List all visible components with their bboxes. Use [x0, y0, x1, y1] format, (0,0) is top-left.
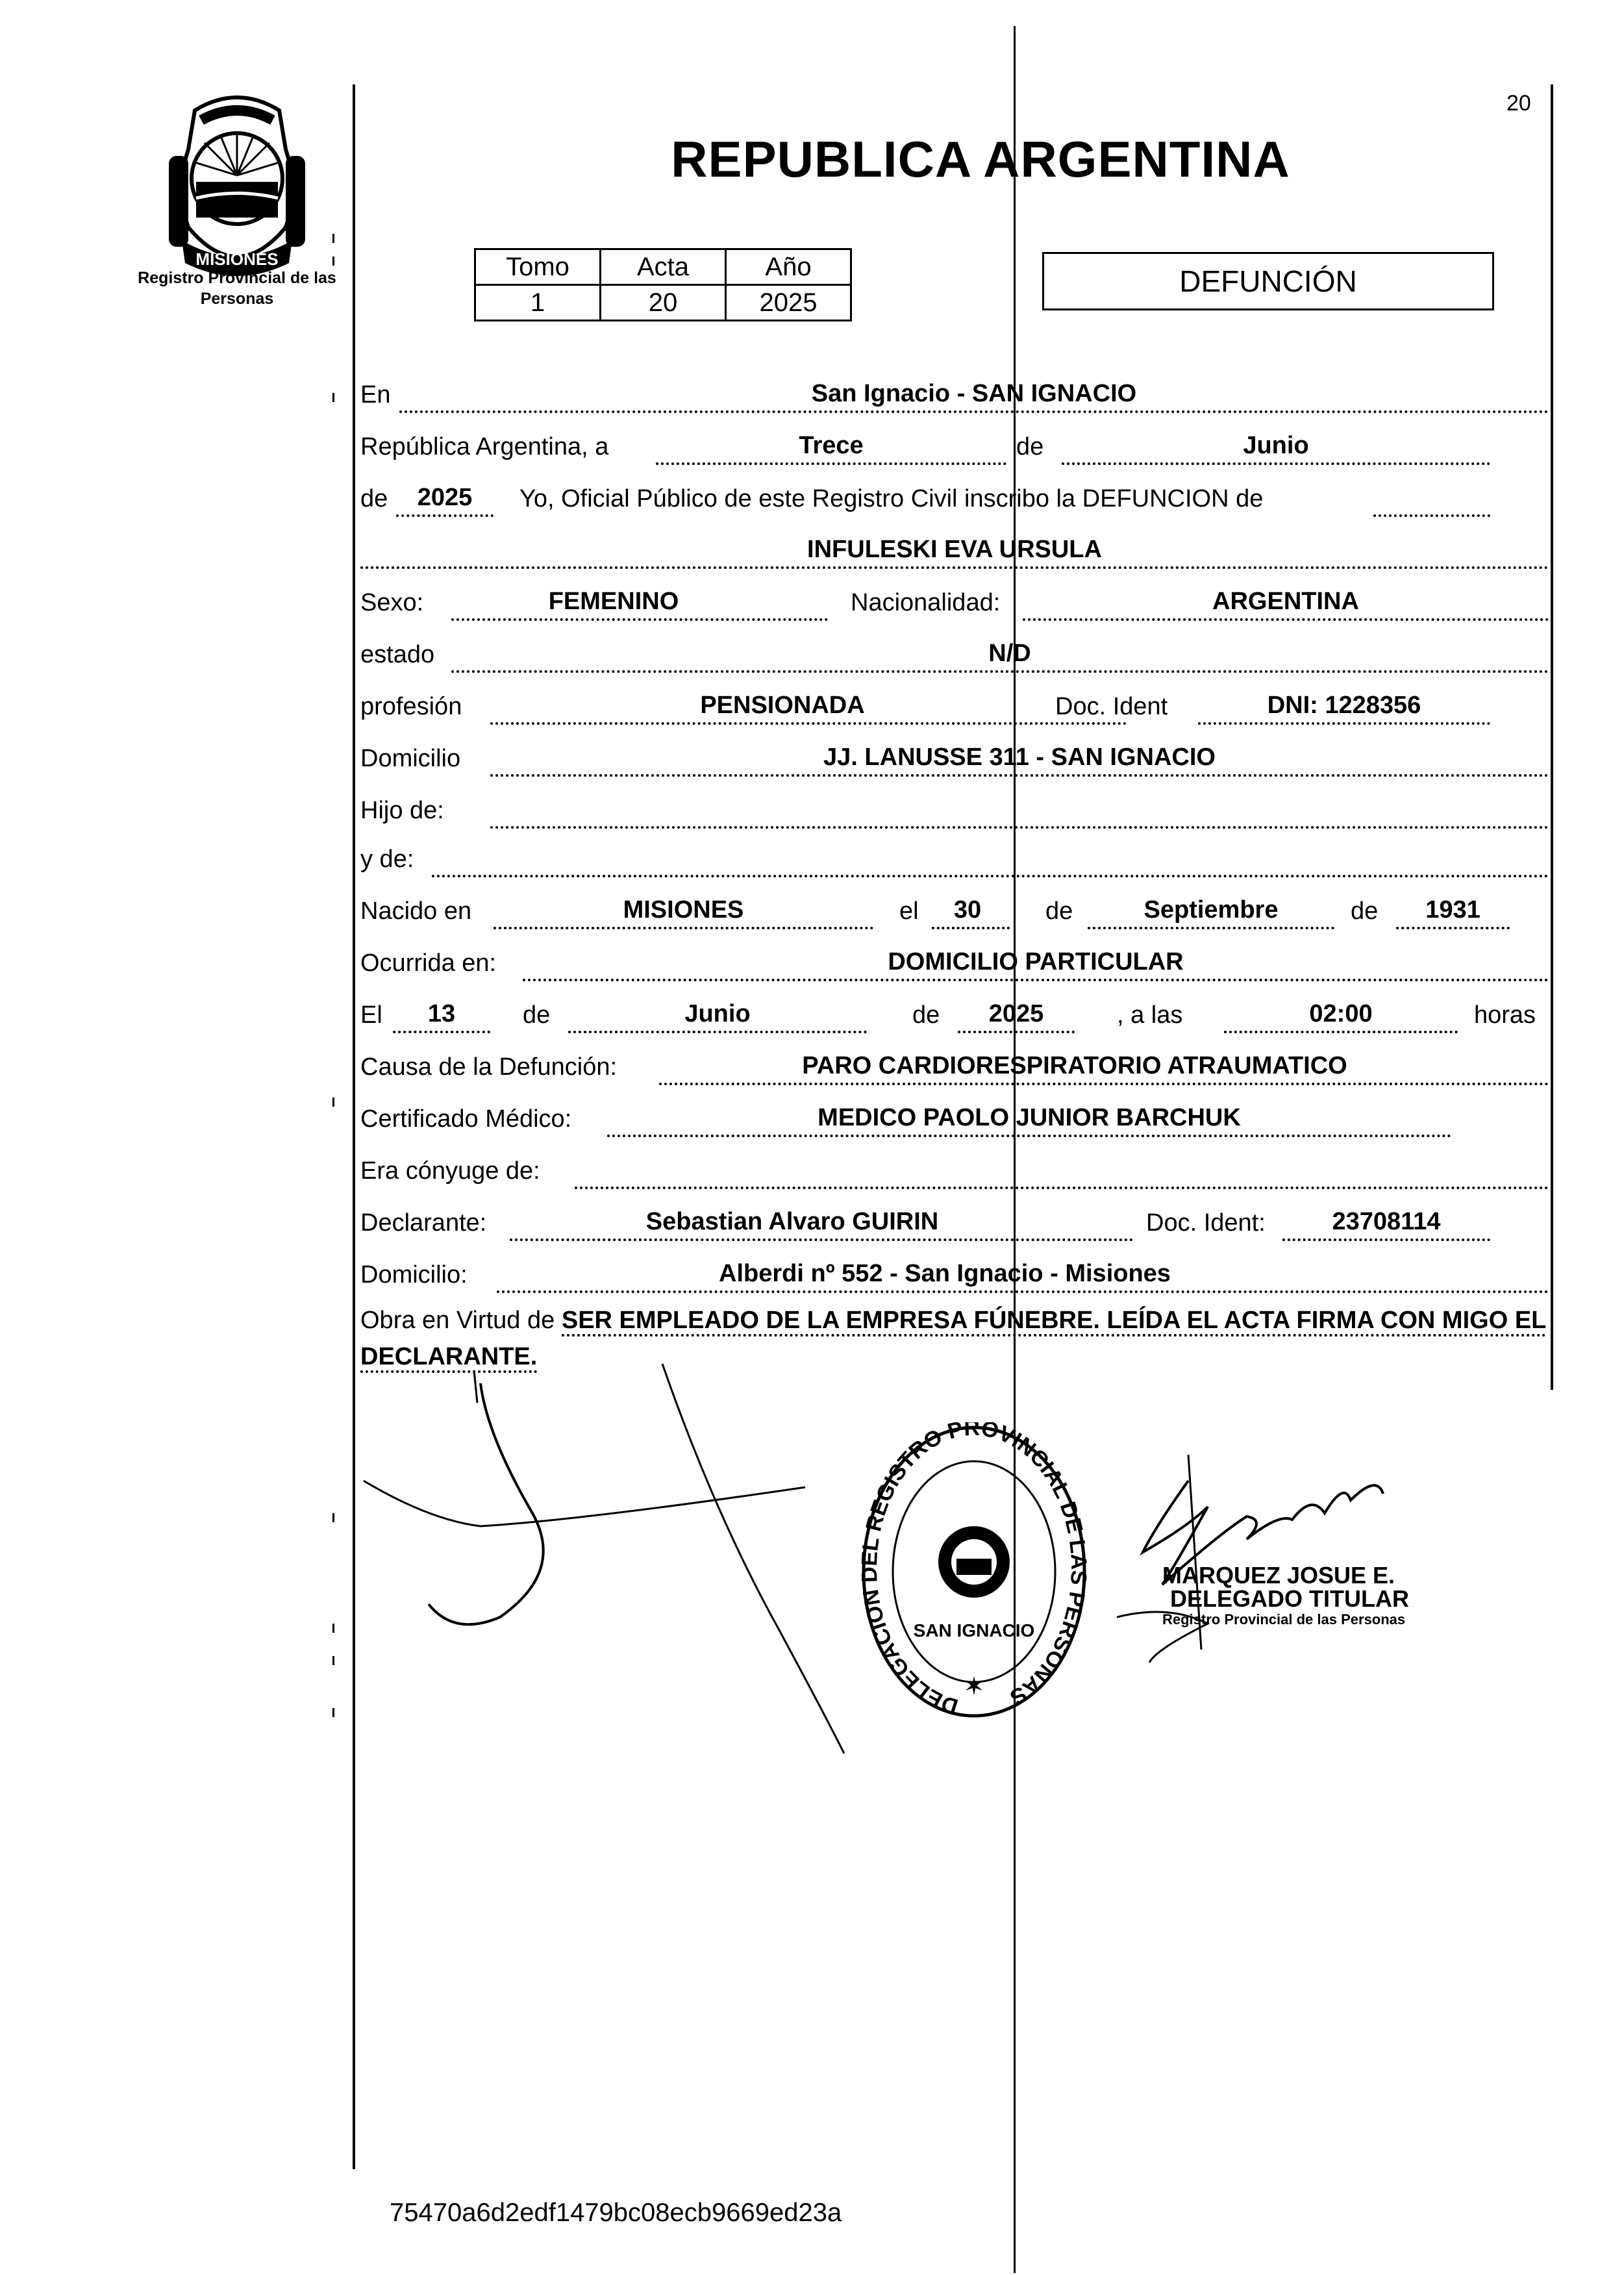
margin-dot [332, 1656, 334, 1665]
provincia-misiones-logo [156, 91, 318, 286]
nacido-value: MISIONES [623, 896, 744, 924]
yde-label: y de: [360, 846, 414, 873]
nac-de-label-2: de [1351, 898, 1379, 925]
official-role: DELEGADO TITULAR [1170, 1585, 1409, 1612]
svg-text:MISIONES: MISIONES [195, 249, 279, 269]
mes-value: Junio [1243, 432, 1309, 459]
document-hash: 75470a6d2edf1479bc08ecb9669ed23a [390, 2198, 842, 2227]
horas-label: horas [1474, 1001, 1536, 1029]
page-number: 20 [1506, 91, 1531, 116]
hijo-field-line [490, 792, 1549, 829]
f-mes-value: Junio [684, 1000, 751, 1027]
doc-value: DNI: 1228356 [1267, 692, 1421, 719]
republica-label: República Argentina, a [360, 433, 609, 460]
f-dia-value: 13 [427, 1000, 456, 1027]
declarant-signature [351, 1357, 870, 1786]
conyuge-label: Era cónyuge de: [360, 1157, 540, 1185]
certificado-value: MEDICO PAOLO JUNIOR BARCHUK [818, 1104, 1241, 1131]
fold-line [1014, 26, 1016, 2273]
f-de-label: de [523, 1001, 551, 1029]
nac-anio-value: 1931 [1425, 896, 1480, 924]
tomo-value: 1 [475, 285, 601, 321]
seal-ring-text: DELEGACION L REGISTRO PROVINCIAL DE PERSONAS [860, 1422, 1088, 1719]
row-en [360, 377, 1549, 416]
decl-doc-label: Doc. Ident: [1146, 1209, 1266, 1237]
row-ocurrida [360, 945, 1549, 984]
domicilio-label: Domicilio [360, 745, 461, 772]
anio-value: 2025 [417, 484, 473, 511]
decl-dom-value: Alberdi nº 552 - San Ignacio - Misiones [719, 1260, 1171, 1287]
nac-mes-value: Septiembre [1143, 896, 1279, 924]
f-de-label-2: de [912, 1001, 940, 1029]
obra-label: Obra en Virtud de [360, 1307, 555, 1334]
registry-seal [860, 1422, 1088, 1721]
estado-label: estado [360, 641, 435, 668]
nacido-label: Nacido en [360, 898, 472, 925]
record-table [474, 248, 852, 321]
row-anio [360, 481, 1549, 520]
official-name: MARQUEZ JOSUE E. [1162, 1562, 1395, 1589]
document-title: REPUBLICA ARGENTINA [671, 131, 1290, 188]
yo-field-line [1373, 481, 1490, 517]
row-sexo [360, 584, 1549, 623]
profesion-value: PENSIONADA [700, 692, 865, 719]
de-label-2: de [360, 485, 388, 512]
anio-header: Año [726, 249, 851, 285]
row-conyuge [360, 1153, 1549, 1192]
official-stamp [1162, 1564, 1409, 1629]
row-fecha-defuncion [360, 997, 1549, 1036]
declarante-label: Declarante: [360, 1209, 487, 1237]
conyuge-field-line [575, 1153, 1549, 1189]
en-label: En [360, 381, 391, 408]
profesion-label: profesión [360, 693, 462, 720]
estado-value: N/D [988, 640, 1031, 667]
margin-dot [332, 1624, 334, 1633]
domicilio-value: JJ. LANUSSE 311 - SAN IGNACIO [823, 744, 1216, 771]
row-causa [360, 1049, 1549, 1088]
row-nacido [360, 893, 1549, 932]
acta-value: 20 [601, 285, 726, 321]
right-margin-line [1551, 84, 1553, 1390]
declarante-value: Sebastian Alvaro GUIRIN [645, 1208, 939, 1235]
decl-dom-label: Domicilio: [360, 1261, 468, 1288]
sexo-label: Sexo: [360, 589, 424, 616]
row-yde [360, 841, 1549, 880]
row-hijo [360, 792, 1549, 831]
en-value: San Ignacio - SAN IGNACIO [811, 380, 1137, 407]
f-hora-value: 02:00 [1309, 1000, 1373, 1027]
ocurrida-value: DOMICILIO PARTICULAR [888, 948, 1184, 975]
row-domicilio [360, 740, 1549, 779]
ocurrida-label: Ocurrida en: [360, 949, 497, 977]
seal-inner-text: SAN IGNACIO [913, 1620, 1035, 1640]
record-table-header-row [475, 249, 851, 285]
causa-label: Causa de la Defunción: [360, 1053, 618, 1081]
margin-dot [332, 1098, 334, 1107]
certificado-label: Certificado Médico: [360, 1105, 572, 1133]
row-declarante [360, 1205, 1549, 1244]
row-estado [360, 636, 1549, 675]
row-fecha-inscripcion [360, 429, 1549, 468]
nacionalidad-label: Nacionalidad: [851, 589, 1001, 616]
left-margin-line [353, 84, 355, 2169]
decl-doc-value: 23708114 [1332, 1208, 1441, 1235]
nac-de-label: de [1045, 898, 1073, 925]
registry-caption: Registro Provincial de las Personas [138, 269, 336, 308]
nacionalidad-value: ARGENTINA [1212, 588, 1359, 615]
row-decl-domicilio [360, 1257, 1549, 1296]
el-label: el [899, 898, 919, 925]
obra-value: SER EMPLEADO DE LA EMPRESA FÚNEBRE. LEÍDA EL ACTA FIRMA CON MIGO EL DECLARANTE. [360, 1307, 1546, 1373]
margin-dot [332, 234, 334, 243]
hijo-label: Hijo de: [360, 797, 444, 824]
yo-text: Yo, Oficial Público de este Registro Civil inscribo la DEFUNCION de [519, 485, 1264, 512]
official-institution: Registro Provincial de las Personas [1162, 1611, 1406, 1628]
margin-dot [332, 257, 334, 266]
el2-label: El [360, 1001, 382, 1029]
f-anio-value: 2025 [988, 1000, 1044, 1027]
anio-value: 2025 [726, 285, 851, 321]
row-profesion [360, 688, 1549, 727]
dia-value: Trece [799, 432, 864, 459]
margin-dot [332, 1708, 334, 1717]
record-table-value-row [475, 285, 851, 321]
causa-value: PARO CARDIORESPIRATORIO ATRAUMATICO [802, 1052, 1347, 1079]
doc-label: Doc. Ident [1055, 693, 1168, 720]
de-label: de [1016, 433, 1044, 460]
nombre-value: INFULESKI EVA URSULA [807, 536, 1102, 563]
margin-dot [332, 1513, 334, 1522]
acta-header: Acta [601, 249, 726, 285]
tomo-header: Tomo [475, 249, 601, 285]
document-type-box: DEFUNCIÓN [1042, 252, 1494, 310]
seal-star-icon: ✶ [963, 1672, 985, 1702]
yde-field-line [432, 841, 1549, 877]
margin-dot [332, 393, 334, 402]
nac-dia-value: 30 [953, 896, 982, 924]
sexo-value: FEMENINO [548, 588, 679, 615]
row-certificado [360, 1101, 1549, 1140]
alas-label: , a las [1117, 1001, 1183, 1029]
row-nombre [360, 533, 1549, 572]
